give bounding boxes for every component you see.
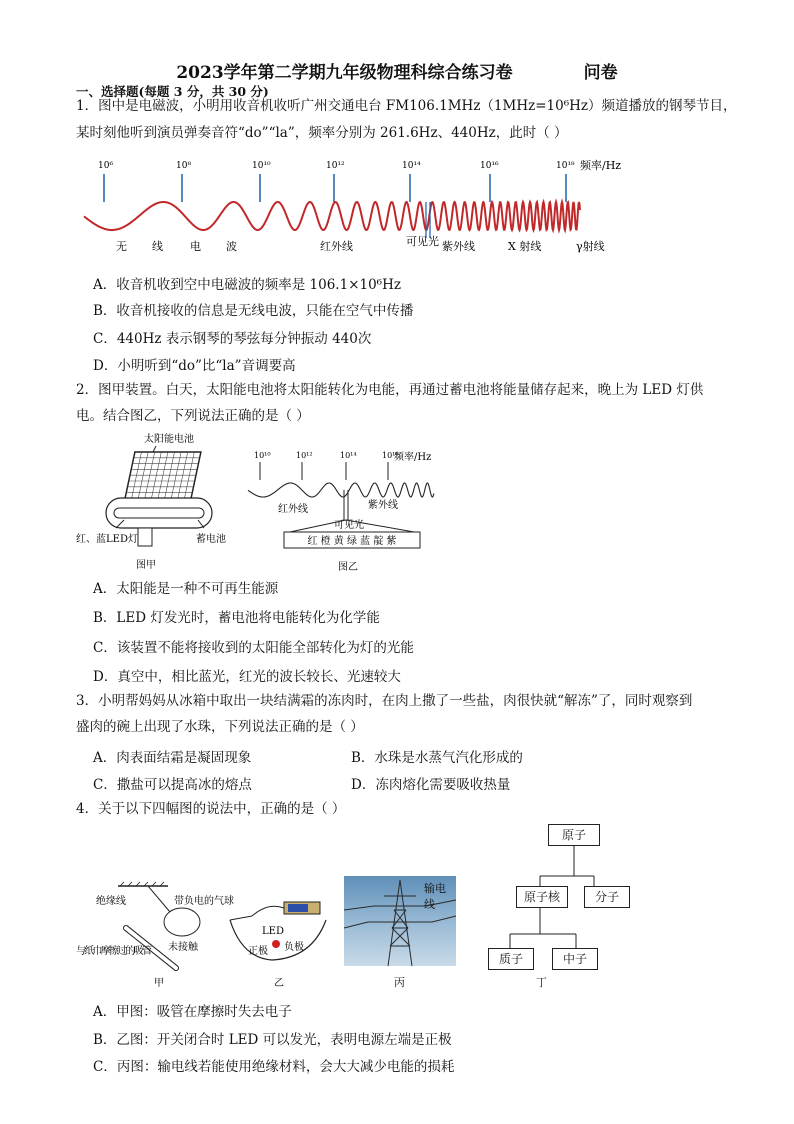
q3-stem-line2: 盛肉的碗上出现了水珠，下列说法正确的是（ ） <box>76 719 364 735</box>
axis-unit: 频率/Hz <box>580 159 622 172</box>
q1-option-d: D．小明听到“do”比“la”音调要高 <box>93 358 296 374</box>
band-label: 线 <box>152 240 163 253</box>
q3-stem-line1: 3．小明帮妈妈从冰箱中取出一块结满霜的冻肉时，在肉上撒了一些盐，肉很快就“解冻”了，同时观察到 <box>76 693 693 709</box>
straw-label: 与纸巾摩擦过的吸管 <box>76 946 152 957</box>
node-proton: 质子 <box>488 948 534 970</box>
band-label: 红外线 <box>320 240 353 253</box>
band-label: X 射线 <box>508 240 542 253</box>
tick-label: 10⁶ <box>98 161 114 171</box>
uv-label: 紫外线 <box>368 500 398 511</box>
fig-caption: 图甲 <box>136 560 156 571</box>
no-touch-label: 未接触 <box>168 942 198 953</box>
q2-option-a: A．太阳能是一种不可再生能源 <box>93 581 279 597</box>
tick-label: 10¹⁰ <box>252 161 271 171</box>
pos-label: 正极 <box>248 946 268 957</box>
band-label: 无 <box>116 240 127 253</box>
q3-option-b: B．水珠是水蒸气汽化形成的 <box>351 750 523 766</box>
em-spectrum-figure <box>80 150 640 258</box>
node-molecule: 分子 <box>584 886 630 908</box>
balloon-label: 带负电的气球 <box>174 896 234 907</box>
q1-option-a: A．收音机收到空中电磁波的频率是 106.1×10⁶Hz <box>93 277 401 293</box>
colors-label: 红 橙 黄 绿 蓝 靛 紫 <box>307 536 397 547</box>
q2-option-d: D．真空中，相比蓝光，红光的波长较长、光速较大 <box>93 669 401 685</box>
light-wave-curve <box>248 483 434 497</box>
led-label: 红、蓝LED灯 <box>76 534 138 545</box>
band-label: 波 <box>226 240 237 253</box>
tick-label: 10¹⁸ <box>556 161 575 171</box>
q4-option-c: C．丙图：输电线若能使用绝缘材料，会大大减少电能的损耗 <box>93 1059 455 1075</box>
insulator-label: 绝缘线 <box>96 896 126 907</box>
node-neutron: 中子 <box>552 948 598 970</box>
tick-label: 10¹⁶ <box>382 451 399 460</box>
battery-label: 蓄电池 <box>196 534 226 545</box>
fig-caption: 乙 <box>274 978 284 989</box>
node-nucleus: 原子核 <box>516 886 568 908</box>
infrared-label: 红外线 <box>278 504 308 515</box>
fig-caption: 丁 <box>536 976 547 989</box>
q2-option-b: B．LED 灯发光时，蓄电池将电能转化为化学能 <box>93 610 380 626</box>
q4-stem-line1: 4．关于以下四幅图的说法中，正确的是（ ） <box>76 801 346 817</box>
q1-option-c: C．440Hz 表示钢琴的琴弦每分钟振动 440次 <box>93 331 372 347</box>
tick-label: 10⁸ <box>176 161 192 171</box>
page-title: 2023学年第二学期九年级物理科综合练习卷 问卷 <box>176 63 618 83</box>
tick-label: 10¹² <box>326 161 345 171</box>
q1-stem-line2: 某时刻他听到演员弹奏音符“do”“la”，频率分别为 261.6Hz、440Hz，此时（ ） <box>76 125 568 141</box>
section-heading: 一、选择题(每题 3 分，共 30 分) <box>76 84 269 99</box>
band-label: 紫外线 <box>442 240 475 253</box>
tick-label: 10¹⁶ <box>480 161 499 171</box>
tick-marks <box>104 174 566 202</box>
axis-unit: 频率/Hz <box>394 452 432 463</box>
fig-yi-led-circuit <box>222 898 334 990</box>
q1-stem-line1: 1．图中是电磁波，小明用收音机收听广州交通电台 FM106.1MHz（1MHz=10⁶Hz）频道播放的钢琴节目， <box>76 98 737 114</box>
tick-label: 10¹⁰ <box>254 451 271 460</box>
tick-label: 10¹⁴ <box>402 161 421 171</box>
band-label: γ射线 <box>576 240 605 253</box>
band-label: 可见光 <box>406 235 439 248</box>
fig-bing-pylon-photo <box>344 876 456 966</box>
q2-option-c: C．该装置不能将接收到的太阳能全部转化为灯的光能 <box>93 640 414 656</box>
fig-caption: 图乙 <box>338 562 358 573</box>
q3-option-a: A．肉表面结霜是凝固现象 <box>93 750 252 766</box>
fig-jia-balloon <box>76 870 234 990</box>
node-atom: 原子 <box>548 824 600 846</box>
q1-option-b: B．收音机接收的信息是无线电波，只能在空气中传播 <box>93 303 414 319</box>
visible-label: 可见光 <box>334 520 364 531</box>
fig-caption: 甲 <box>154 978 164 989</box>
q2-stem-line2: 电。结合图乙，下列说法正确的是（ ） <box>76 408 310 424</box>
fig-caption: 丙 <box>394 976 405 989</box>
wire-label: 输电线 <box>424 882 446 911</box>
solar-panel-label: 太阳能电池 <box>144 434 194 445</box>
tick-label: 10¹² <box>296 451 313 460</box>
em-wave-curve <box>84 202 580 230</box>
q3-option-d: D．冻肉熔化需要吸收热量 <box>351 777 511 793</box>
band-label: 电 <box>190 240 201 253</box>
tick-label: 10¹⁴ <box>340 451 357 460</box>
neg-label: 负极 <box>284 942 304 953</box>
fig-solar-device <box>76 428 236 576</box>
q2-stem-line1: 2．图甲装置。白天，太阳能电池将太阳能转化为电能，再通过蓄电池将能量储存起来，晚上为 LED 灯供 <box>76 382 704 398</box>
q3-option-c: C．撒盐可以提高冰的熔点 <box>93 777 252 793</box>
q4-option-a: A．甲图：吸管在摩擦时失去电子 <box>93 1004 292 1020</box>
led-label: LED <box>262 926 284 937</box>
q4-option-b: B．乙图：开关闭合时 LED 可以发光，表明电源左端是正极 <box>93 1032 452 1048</box>
fig-light-spectrum <box>244 444 444 574</box>
